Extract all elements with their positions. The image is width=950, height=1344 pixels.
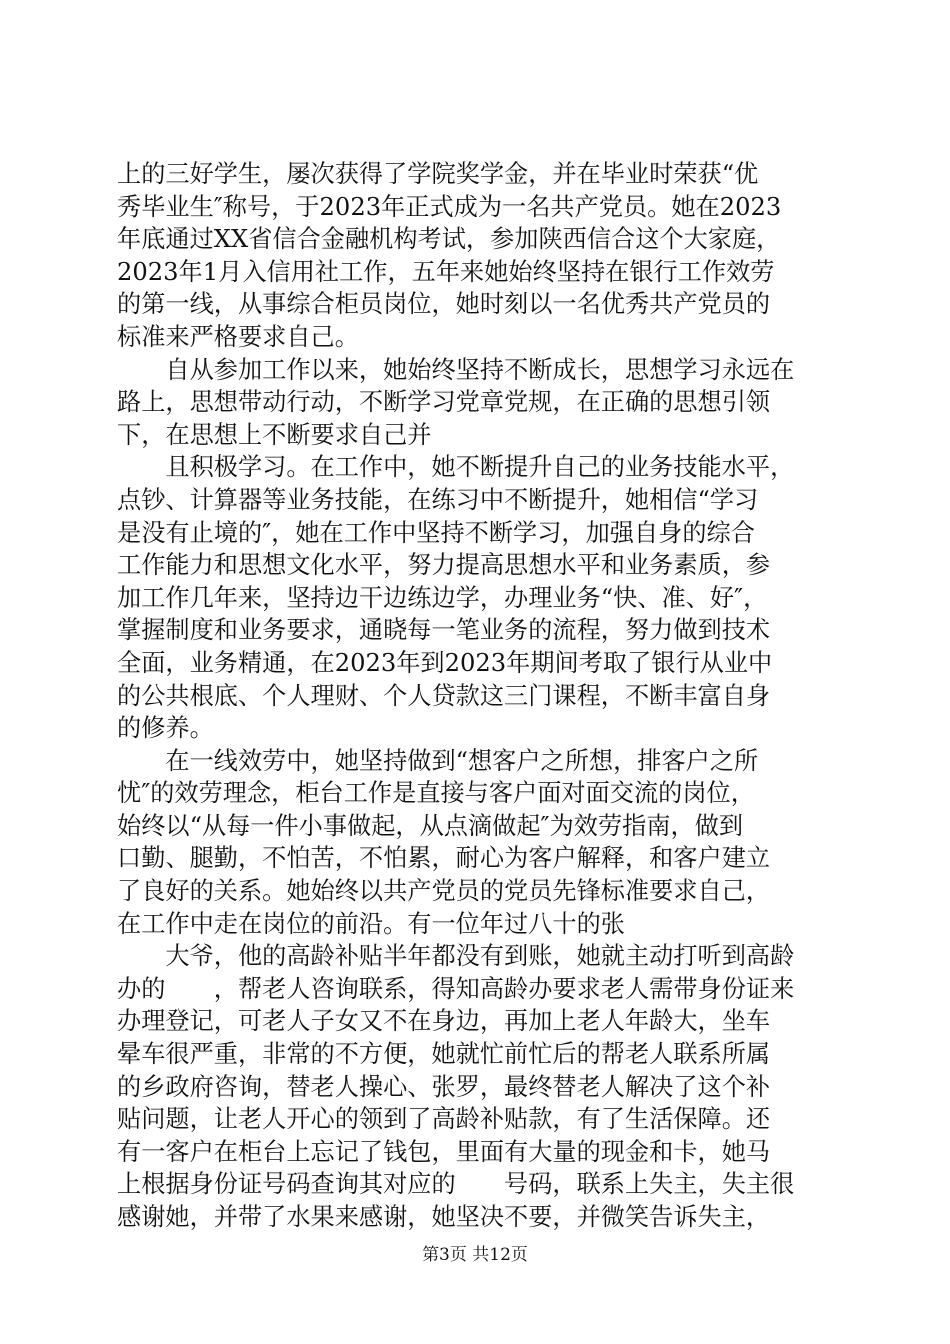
text-line: 工作能力和思想文化水平，努力提高思想水平和业务素质，参 <box>117 551 771 580</box>
text-line: 是没有止境的″，她在工作中坚持不断学习，加强自身的综合 <box>117 518 755 547</box>
text-line: 晕车很严重，非常的不方便，她就忙前忙后的帮老人联系所属 <box>117 1040 771 1069</box>
text-line: 秀毕业生″称号，于2023年正式成为一名共产党员。她在2023 <box>117 192 782 221</box>
text-line: 的修养。 <box>117 714 214 743</box>
text-line: 的乡政府咨询，替老人操心、张罗，最终替老人解决了这个补 <box>117 1072 771 1101</box>
text-line: 加工作几年来，坚持边干边练边学，办理业务“快、准、好″， <box>117 583 768 612</box>
text-line: 2023年1月入信用社工作，五年来她始终坚持在银行工作效劳 <box>117 257 775 286</box>
text-line: 大爷，他的高龄补贴半年都没有到账，她就主动打听到高龄 <box>117 942 795 971</box>
text-line: 办的 ，帮老人咨询联系，得知高龄办要求老人需带身份证来 <box>117 974 795 1003</box>
text-line: 路上，思想带动行动，不断学习党章党规，在正确的思想引领 <box>117 388 771 417</box>
text-line: 掌握制度和业务要求，通晓每一笔业务的流程，努力做到技术 <box>117 616 771 645</box>
text-line: 下，在思想上不断要求自己并 <box>117 420 432 449</box>
text-line: 年底通过XX省信合金融机构考试，参加陕西信合这个大家庭， <box>117 225 781 254</box>
text-line: 全面，业务精通，在2023年到2023年期间考取了银行从业中 <box>117 648 773 677</box>
text-line: 忧″的效劳理念，柜台工作是直接与客户面对面交流的岗位， <box>117 779 755 808</box>
text-line: 自从参加工作以来，她始终坚持不断成长，思想学习永远在 <box>117 355 795 384</box>
text-line: 口勤、腿勤，不怕苦，不怕累，耐心为客户解释，和客户建立 <box>117 844 771 873</box>
text-line: 标准来严格要求自己。 <box>117 322 359 351</box>
text-line: 始终以“从每一件小事做起，从点滴做起″为效劳指南，做到 <box>117 811 744 840</box>
text-line: 在工作中走在岗位的前沿。有一位年过八十的张 <box>117 909 625 938</box>
text-line: 感谢她，并带了水果来感谢，她坚决不要，并微笑告诉失主， <box>117 1203 771 1231</box>
text-line: 的第一线，从事综合柜员岗位，她时刻以一名优秀共产党员的 <box>117 290 771 319</box>
text-line: 上的三好学生，屡次获得了学院奖学金，并在毕业时荣获“优 <box>117 160 759 188</box>
text-line: 办理登记，可老人子女又不在身边，再加上老人年龄大，坐车 <box>117 1007 771 1036</box>
text-line: 点钞、计算器等业务技能，在练习中不断提升，她相信“学习 <box>117 485 759 514</box>
text-line: 在一线效劳中，她坚持做到“想客户之所想，排客户之所 <box>117 746 759 775</box>
document-body <box>117 158 837 1234</box>
page-footer: 第3页 共12页 <box>422 1245 528 1265</box>
text-line: 的公共根底、个人理财、个人贷款这三门课程，不断丰富自身 <box>117 681 771 710</box>
text-line: 有一客户在柜台上忘记了钱包，里面有大量的现金和卡，她马 <box>117 1137 771 1166</box>
text-line: 上根据身份证号码查询其对应的 号码，联系上失主，失主很 <box>117 1170 795 1199</box>
text-line: 了良好的关系。她始终以共产党员的党员先锋标准要求自己， <box>117 877 771 906</box>
text-line: 贴问题，让老人开心的领到了高龄补贴款，有了生活保障。还 <box>117 1105 771 1134</box>
text-line: 且积极学习。在工作中，她不断提升自己的业务技能水平， <box>117 453 795 482</box>
